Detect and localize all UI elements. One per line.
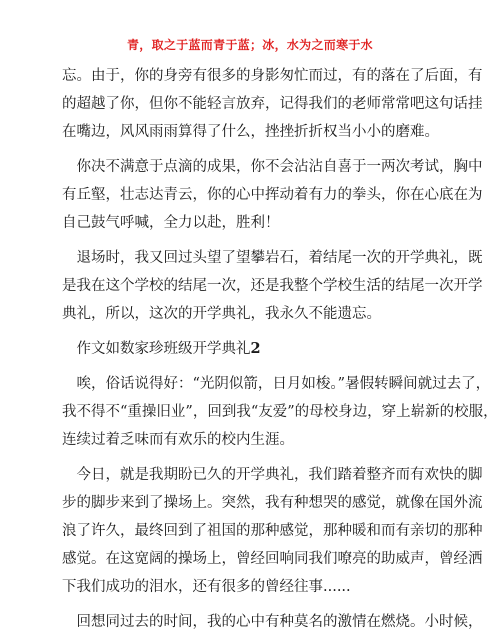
text-line: 连续过着乏味而有欢乐的校内生涯。 [62,432,294,448]
section-title-number: 2 [250,340,261,357]
text-line: 有丘壑，壮志达青云，你的心中挥动着有力的拳头，你在心底在为 [62,187,483,203]
text-line: 退场时，我又回过头望了望攀岩石，着结尾一次的开学典礼，既 [62,250,483,266]
text-line: 典礼，所以，这次的开学典礼，我永久不能遗忘。 [62,306,381,322]
text-line: 回想同过去的时间，我的心中有种莫名的激情在燃烧。小时候， [62,614,483,630]
text-line: 下我们成功的泪水，还有很多的曾经往事...... [62,579,351,595]
section-title [62,335,434,363]
text-line: 浪了许久，最终回到了祖国的那种感觉，那种暖和而有亲切的那种 [62,523,483,539]
text-line: 步的脚步来到了操场上。突然，我有种想哭的感觉，就像在国外流 [62,495,483,511]
text-line: 是我在这个学校的结尾一次，还是我整个学校生活的结尾一次开学 [62,278,483,294]
text-line: 忘。由于，你的身旁有很多的身影匆忙而过，有的落在了后面，有 [62,68,483,84]
text-line: 你决不满意于点滴的成果，你不会沾沾自喜于一两次考试，胸中 [62,159,483,175]
text-line: 感觉。在这宽阔的操场上，曾经回响同我们嘹亮的助威声，曾经洒 [62,551,483,567]
text-line: 今日，就是我期盼已久的开学典礼，我们踏着整齐而有欢快的脚 [62,467,483,483]
text-line: 在嘴边，风风雨雨算得了什么，挫挫折折权当小小的磨难。 [62,124,439,140]
text-line: 的超越了你，但你不能轻言放弃，记得我们的老师常常吧这句话挂 [62,96,483,112]
section-title-text: 作文如数家珍班级开学典礼 [62,341,251,357]
text-line: 唉，俗话说得好：“光阴似箭，日月如梭。”暑假转瞬间就过去了， [62,376,491,392]
text-line: 自己鼓气呼喊，全力以赴，胜利！ [62,215,280,231]
document-body [62,62,498,636]
text-line: 我不得不“重操旧业”，回到我“友爱”的母校身边，穿上崭新的校服， [62,404,498,420]
page-header-title: 青，取之于蓝而青于蓝；冰，水为之而寒于水 [126,38,373,52]
